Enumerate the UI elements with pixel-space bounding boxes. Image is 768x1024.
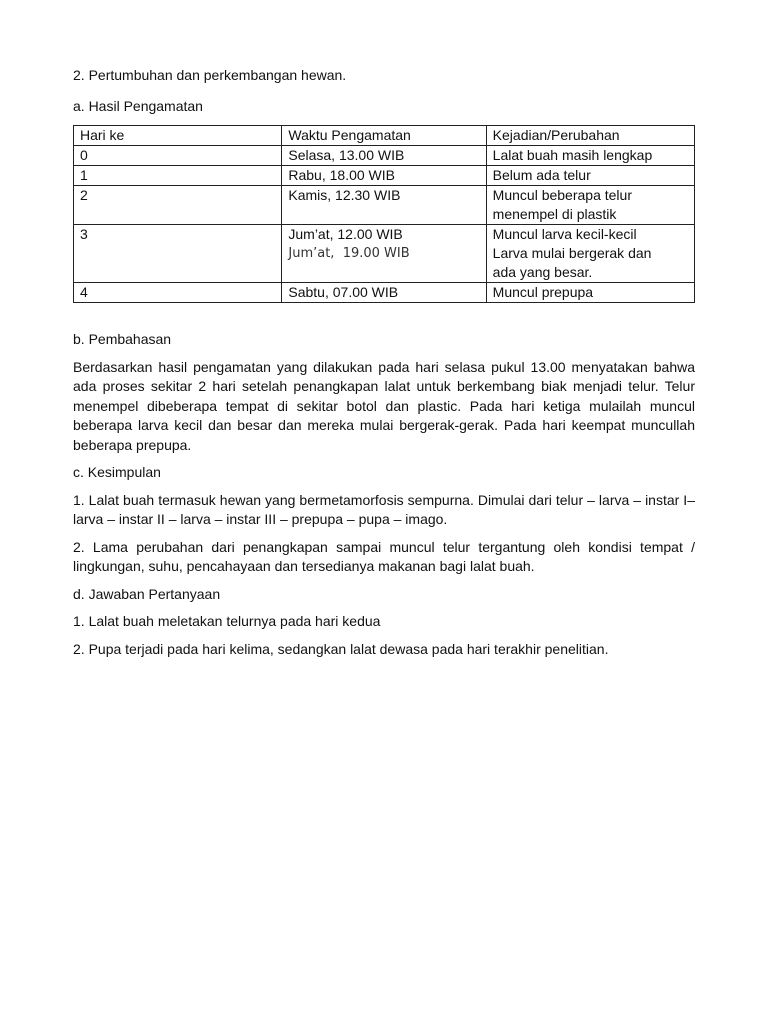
pembahasan-paragraph: Berdasarkan hasil pengamatan yang dilakukan pada hari selasa pukul 13.00 menyatakan bahwa ada proses sekitar 2 hari setelah penangkapan lalat untuk berkembang biak menjadi telur. Telur menempel dibeberapa tempat di sekitar botol dan plastic. Pada hari ketiga mulailah muncul beberapa larva kecil dan besar dan mereka mulai bergerak-gerak. Pada hari keempat muncullah beberapa prepupa. xyxy=(73,358,695,453)
kejadian-line: Muncul beberapa telur xyxy=(492,187,632,203)
table-row xyxy=(74,146,695,166)
jawaban-item: 1. Lalat buah meletakan telurnya pada hari kedua xyxy=(73,613,381,629)
kejadian-line: ada yang besar. xyxy=(492,264,593,280)
document-page xyxy=(73,66,695,659)
table-row xyxy=(74,186,695,225)
table-header-cell: Hari ke xyxy=(74,126,282,146)
table-header-row xyxy=(74,126,695,146)
table-header-cell: Waktu Pengamatan xyxy=(282,126,486,146)
table-row xyxy=(74,225,695,283)
kejadian-line: Lalat buah masih lengkap xyxy=(492,147,653,163)
waktu-line: Sabtu, 07.00 WIB xyxy=(288,284,399,300)
heading-kesimpulan: c. Kesimpulan xyxy=(73,464,161,480)
table-cell-kejadian xyxy=(486,186,694,225)
table-header-cell: Kejadian/Perubahan xyxy=(486,126,694,146)
section-title: 2. Pertumbuhan dan perkembangan hewan. xyxy=(73,67,347,83)
heading-hasil-pengamatan: a. Hasil Pengamatan xyxy=(73,97,203,114)
table-cell-waktu xyxy=(282,225,486,283)
table-row xyxy=(74,283,695,303)
table-cell-kejadian xyxy=(486,166,694,186)
kejadian-line: Muncul prepupa xyxy=(492,284,594,300)
jawaban-item: 2. Pupa terjadi pada hari kelima, sedangkan lalat dewasa pada hari terakhir penelitian. xyxy=(73,640,609,657)
waktu-line: Jum’at, 19.00 WIB xyxy=(288,246,410,261)
table-cell-hari: 4 xyxy=(74,283,282,303)
kejadian-line: Larva mulai bergerak dan xyxy=(492,245,652,261)
table-cell-hari: 2 xyxy=(74,186,282,225)
table-cell-hari: 0 xyxy=(74,146,282,166)
table-cell-hari: 3 xyxy=(74,225,282,283)
table-cell-hari: 1 xyxy=(74,166,282,186)
table-cell-kejadian xyxy=(486,283,694,303)
waktu-line: Selasa, 13.00 WIB xyxy=(288,147,405,163)
kejadian-line: menempel di plastik xyxy=(492,206,617,222)
kejadian-line: Muncul larva kecil-kecil xyxy=(492,226,637,242)
table-cell-kejadian xyxy=(486,225,694,283)
kesimpulan-item: 2. Lama perubahan dari penangkapan sampai muncul telur tergantung oleh kondisi tempat / lingkungan, suhu, pencahayaan dan tersedianya makanan bagi lalat buah. xyxy=(73,538,695,574)
table-cell-waktu xyxy=(282,283,486,303)
table-row xyxy=(74,166,695,186)
kejadian-line: Belum ada telur xyxy=(492,167,591,183)
table-cell-waktu xyxy=(282,186,486,225)
waktu-line: Jum’at, 12.00 WIB xyxy=(288,226,403,242)
table-cell-waktu xyxy=(282,166,486,186)
waktu-line: Rabu, 18.00 WIB xyxy=(288,167,395,183)
kesimpulan-item: 1. Lalat buah termasuk hewan yang bermetamorfosis sempurna. Dimulai dari telur – larva – instar I– larva – instar II – larva – instar III – prepupa – pupa – imago. xyxy=(73,491,695,527)
waktu-line: Kamis, 12.30 WIB xyxy=(288,187,401,203)
heading-pembahasan: b. Pembahasan xyxy=(73,331,172,347)
heading-jawaban-pertanyaan: d. Jawaban Pertanyaan xyxy=(73,585,221,602)
table-cell-waktu xyxy=(282,146,486,166)
observation-table xyxy=(73,125,695,303)
table-cell-kejadian xyxy=(486,146,694,166)
